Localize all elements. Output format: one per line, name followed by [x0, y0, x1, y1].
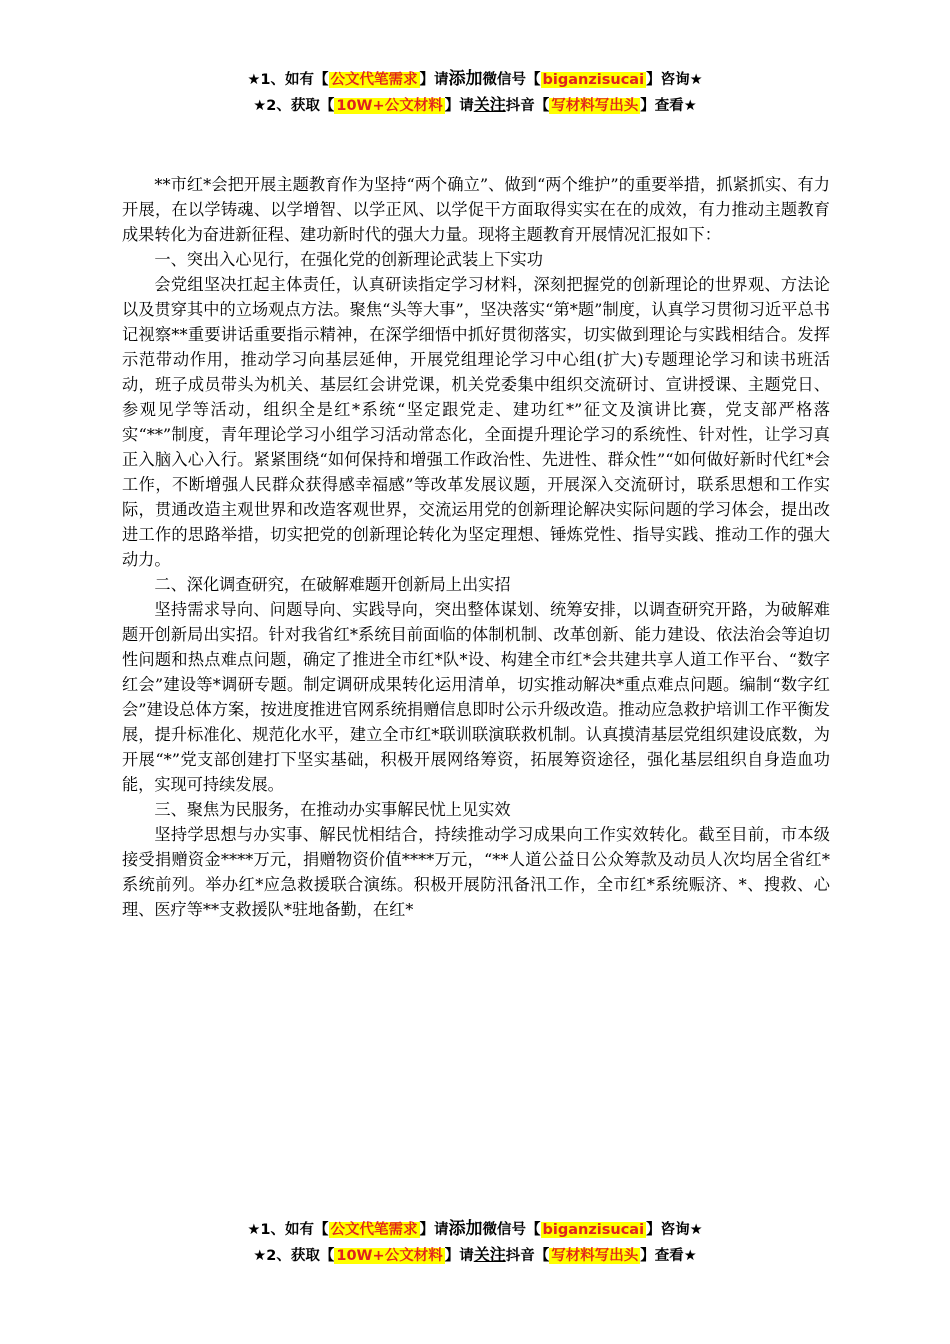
- banner-text: 】查看★: [640, 98, 697, 114]
- banner-text: 】请: [444, 1248, 474, 1264]
- section-paragraph-3: 坚持学思想与办实事、解民忧相结合，持续推动学习成果向工作实效转化。截至目前，市本级接受捐赠资金****万元，捐赠物资价值****万元，“**人道公益日公众筹款及动员人次均居全省红*系统前列。举办红*应急救援联合演练。积极开展防汛备汛工作，全市红*系统赈济、*、搜救、心理、医疗等**支救援队*驻地备勤，在红*: [122, 825, 830, 919]
- highlight-service: 公文代笔需求: [330, 72, 418, 88]
- banner-emphasis: 添加: [448, 1219, 483, 1239]
- highlight-wechat-id: biganzisucai: [542, 1222, 645, 1238]
- banner-text: ★2、获取【: [253, 98, 335, 114]
- banner-text: ★1、如有【: [247, 1222, 329, 1238]
- highlight-wechat-id: biganzisucai: [542, 72, 645, 88]
- highlight-materials: 10W+公文材料: [336, 1248, 443, 1264]
- banner-emphasis: 添加: [448, 69, 483, 89]
- banner-text: ★2、获取【: [253, 1248, 335, 1264]
- banner-text: 抖音【: [505, 1248, 550, 1264]
- section-paragraph-1: 会党组坚决扛起主体责任，认真研读指定学习材料，深刻把握党的创新理论的世界观、方法论以及贯穿其中的立场观点方法。聚焦“头等大事”，坚决落实“第*题”制度，认真学习贯彻习近平总书记视察**重要讲话重要指示精神，在深学细悟中抓好贯彻落实，切实做到理论与实践相结合。发挥示范带动作用，推动学习向基层延伸，开展党组理论学习中心组(扩大)专题理论学习和读书班活动，班子成员带头为机关、基层红会讲党课，机关党委集中组织交流研讨、宣讲授课、主题党日、参观见学等活动，组织全是红*系统“坚定跟党走、建功红*”征文及演讲比赛，党支部严格落实“**”制度，青年理论学习小组学习活动常态化，全面提升理论学习的系统性、针对性，让学习真正入脑入心入行。紧紧围绕“如何保持和增强工作政治性、先进性、群众性”“如何做好新时代红*会工作，不断增强人民群众获得感幸福感”等改革发展议题，开展深入交流研讨，联系思想和工作实际，贯通改造主观世界和改造客观世界，交流运用党的创新理论解决实际问题的学习体会，提出改进工作的思路举措，切实把党的创新理论转化为坚定理想、锤炼党性、指导实践、推动工作的强大动力。: [122, 275, 830, 569]
- banner-text: 】咨询★: [646, 72, 703, 88]
- banner-text: 】请: [419, 1222, 449, 1238]
- banner-text: 抖音【: [505, 98, 550, 114]
- bottom-banner: [0, 1216, 950, 1268]
- banner-text: 】查看★: [640, 1248, 697, 1264]
- banner-line-1: [0, 66, 950, 92]
- banner-text: 微信号【: [482, 1222, 541, 1238]
- banner-text: 微信号【: [482, 72, 541, 88]
- section-paragraph-2: 坚持需求导向、问题导向、实践导向，突出整体谋划、统筹安排，以调查研究开路，为破解难题开创新局出实招。针对我省红*系统目前面临的体制机制、改革创新、能力建设、依法治会等迫切性问题和热点难点问题，确定了推进全市红*队*设、构建全市红*会共建共享人道工作平台、“数字红会”建设等*调研专题。制定调研成果转化运用清单，切实推动解决*重点难点问题。编制“数字红会”建设总体方案，按进度推进官网系统捐赠信息即时公示升级改造。推动应急救护培训工作平衡发展，提升标准化、规范化水平，建立全市红*联训联演联救机制。认真摸清基层党组织建设底数，为开展“*”党支部创建打下坚实基础，积极开展网络筹资，拓展筹资途径，强化基层组织自身造血功能，实现可持续发展。: [122, 600, 830, 794]
- highlight-materials: 10W+公文材料: [336, 98, 443, 114]
- banner-text: 】请: [444, 98, 474, 114]
- banner-text: ★1、如有【: [247, 72, 329, 88]
- banner-text: 】咨询★: [646, 1222, 703, 1238]
- document-body: [122, 172, 830, 922]
- section-heading-1: 一、突出入心见行，在强化党的创新理论武装上下实功: [154, 250, 543, 269]
- banner-line-2: [0, 92, 950, 118]
- highlight-douyin: 写材料写出头: [551, 98, 639, 114]
- banner-line-1: [0, 1216, 950, 1242]
- section-heading-3: 三、聚焦为民服务，在推动办实事解民忧上见实效: [154, 800, 511, 819]
- banner-line-2: [0, 1242, 950, 1268]
- banner-emphasis: 关注: [473, 95, 506, 114]
- highlight-douyin: 写材料写出头: [551, 1248, 639, 1264]
- section-heading-2: 二、深化调查研究，在破解难题开创新局上出实招: [154, 575, 511, 594]
- intro-paragraph: **市红*会把开展主题教育作为坚持“两个确立”、做到“两个维护”的重要举措，抓紧抓实、有力开展，在以学铸魂、以学增智、以学正风、以学促干方面取得实实在在的成效，有力推动主题教育成果转化为奋进新征程、建功新时代的强大力量。现将主题教育开展情况汇报如下：: [122, 175, 830, 244]
- banner-text: 】请: [419, 72, 449, 88]
- top-banner: [0, 66, 950, 118]
- banner-emphasis: 关注: [473, 1245, 506, 1264]
- highlight-service: 公文代笔需求: [330, 1222, 418, 1238]
